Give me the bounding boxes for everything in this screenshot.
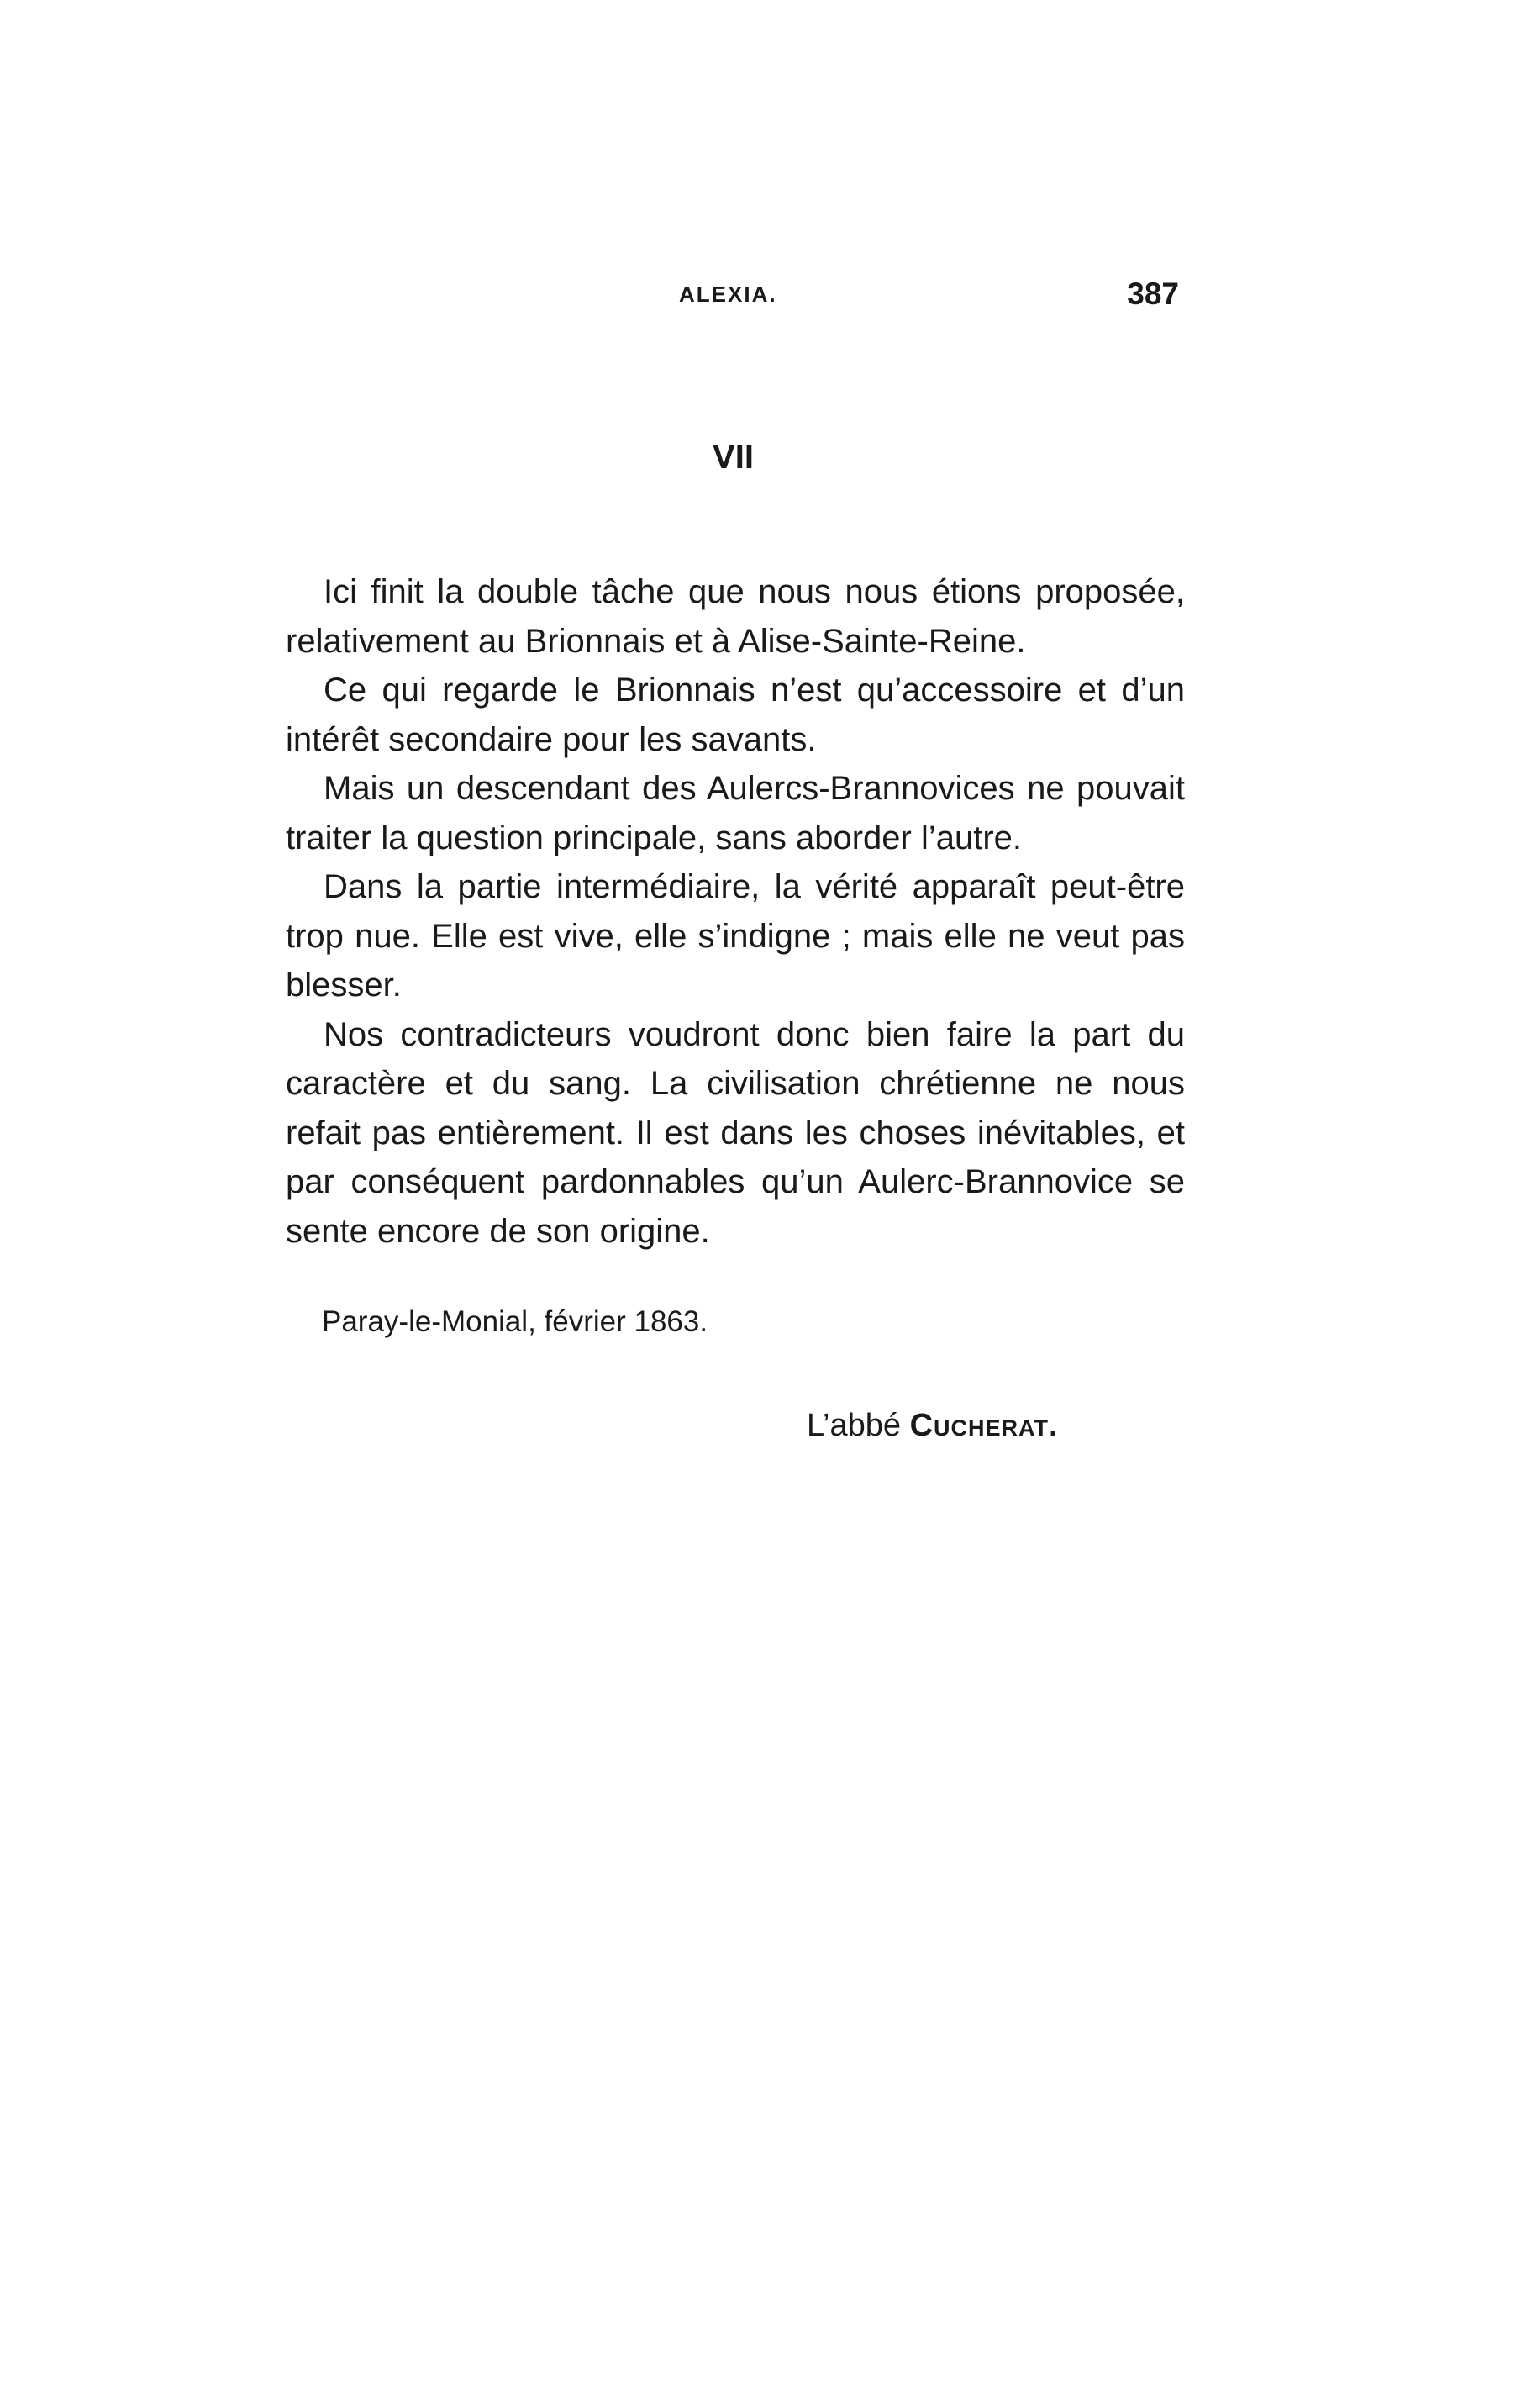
paragraph: Ici finit la double tâche que nous nous étions proposée, relativement au Brionnais et à Alise-Sainte-Reine. xyxy=(286,573,1185,660)
paragraph: Dans la partie intermédiaire, la vérité apparaît peut-être trop nue. Elle est vive, elle s’indigne ; mais elle ne veut pas blesser. xyxy=(286,868,1185,1004)
paragraph: Ce qui regarde le Brionnais n’est qu’accessoire et d’un intérêt secondaire pour les savants. xyxy=(286,672,1185,758)
signature xyxy=(807,1408,1059,1444)
signature-name: Cucherat. xyxy=(909,1408,1059,1443)
body-text xyxy=(286,567,1185,1256)
page-number: 387 xyxy=(1127,277,1179,311)
paragraph: Nos contradicteurs voudront donc bien faire la part du caractère et du sang. La civilisation chrétienne ne nous refait pas entièrement. Il est dans les choses inévitables, et par conséquent pardonnables qu’un Aulerc-Brannovice se sente encore de son origine. xyxy=(286,1015,1185,1250)
place-date: Paray-le-Monial, février 1863. xyxy=(322,1305,708,1338)
running-head xyxy=(288,277,1179,324)
paragraph: Mais un descendant des Aulercs-Brannovices ne pouvait traiter la question principale, sans aborder l’autre. xyxy=(286,770,1185,856)
running-title: ALEXIA. xyxy=(679,282,777,307)
signature-prefix: L’abbé xyxy=(807,1408,902,1443)
section-heading: VII xyxy=(713,439,754,476)
